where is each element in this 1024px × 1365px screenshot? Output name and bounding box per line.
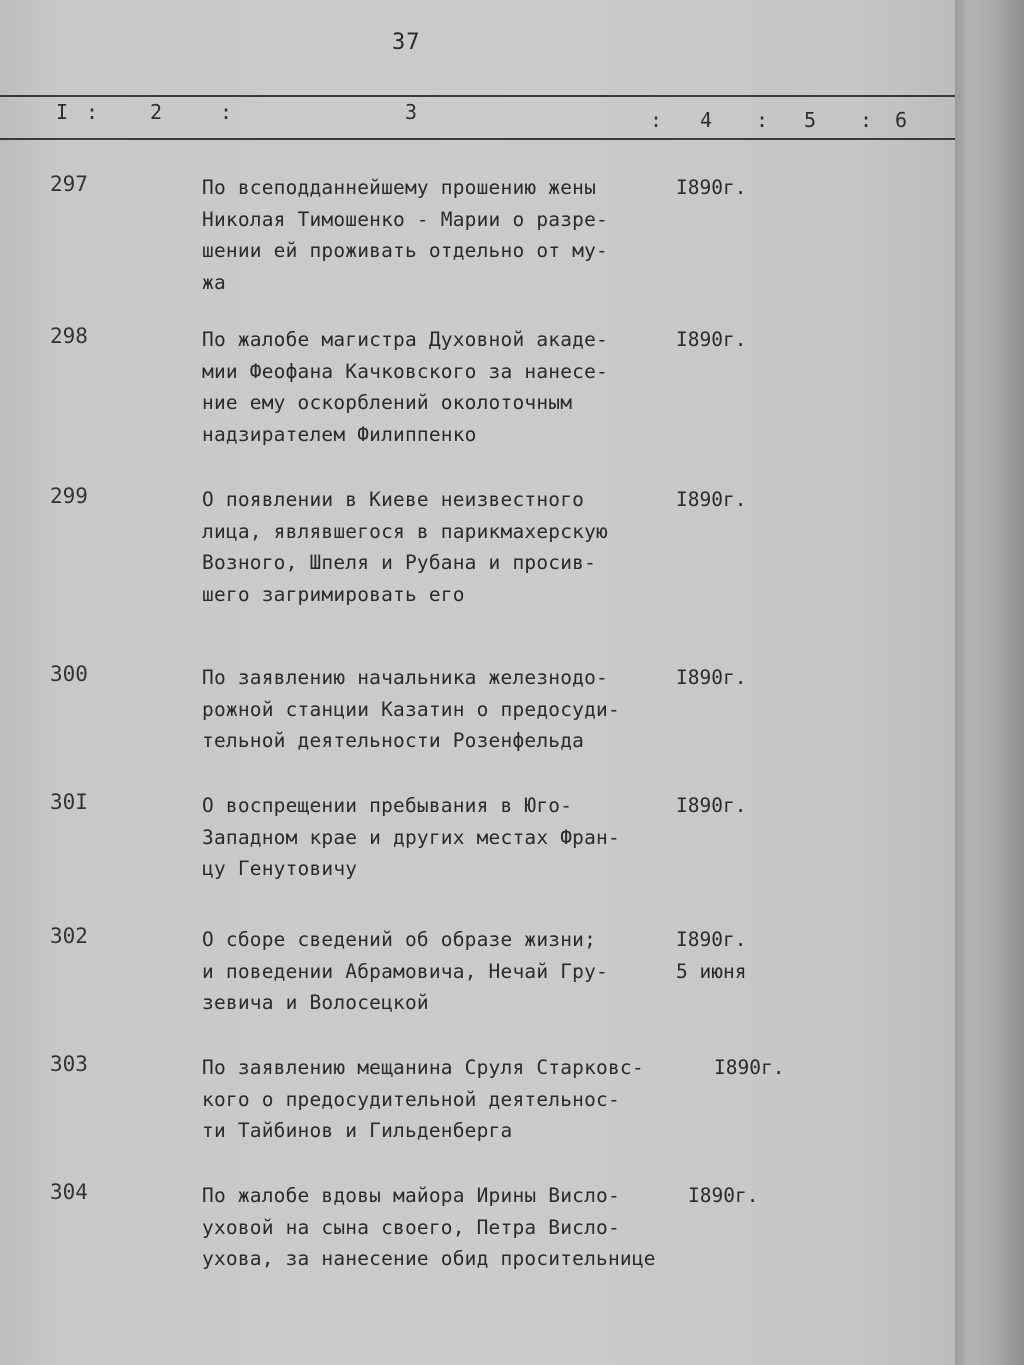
entry-title [202, 924, 682, 1019]
entry-number: 304 [50, 1180, 88, 1204]
entry-date-line: 5 июня [676, 959, 747, 983]
header-col-4: 4 [700, 108, 713, 132]
entry-date [676, 790, 746, 822]
entry-title-line: цу Генутовичу [202, 857, 358, 880]
entry-date [676, 172, 746, 204]
header-col-1: I [56, 100, 69, 124]
header-col-3: 3 [405, 100, 418, 124]
header-bottom-rule [0, 138, 960, 140]
header-col-6: 6 [895, 108, 908, 132]
entry-number: 303 [50, 1052, 88, 1076]
entry-title [202, 790, 682, 885]
entry-number: 298 [50, 324, 88, 348]
header-col-2: 2 [150, 100, 163, 124]
entry-date-line: I890г. [676, 928, 747, 951]
entry-number: 297 [50, 172, 88, 196]
entry-date [676, 662, 746, 694]
entry-title [202, 662, 682, 757]
entry-title [202, 1052, 722, 1147]
entry-date-line: I890г. [676, 176, 747, 199]
entry-date [676, 484, 746, 516]
entry-number: 302 [50, 924, 88, 948]
entry-title-line: ухова, за нанесение обид просительнице [202, 1247, 656, 1270]
entry-date-line: I890г. [714, 1056, 785, 1079]
entry-date-line: I890г. [676, 794, 747, 817]
entry-title-line: По жалобе вдовы майора Ирины Висло- [202, 1184, 620, 1207]
page-edge-shadow [955, 0, 1024, 1365]
entry-title-line: лица, являвшегося в парикмахерскую [202, 519, 608, 543]
entry-title-line: и поведении Абрамовича, Нечай Гру- [202, 959, 608, 983]
entry-number: 299 [50, 484, 88, 508]
entry-date-line: I890г. [676, 328, 747, 351]
entry-title-line: По заявлению начальника железнодо- [202, 666, 608, 689]
entry-title-line: О воспрещении пребывания в Юго- [202, 794, 573, 817]
entry-title-line: По всеподданнейшему прошению жены [202, 176, 597, 199]
entry-title-line: шего загримировать его [202, 582, 465, 606]
entry-title-line: О появлении в Киеве неизвестного [202, 488, 585, 511]
entry-title-line: По жалобе магистра Духовной акаде- [202, 328, 608, 351]
entry-title-line: уховой на сына своего, Петра Висло- [202, 1215, 620, 1239]
entry-title-line: зевича и Волосецкой [202, 991, 429, 1014]
entry-title [202, 324, 682, 450]
entry-date-line: I890г. [676, 666, 747, 689]
entry-title-line: жа [202, 270, 226, 294]
entry-title-line: Николая Тимошенко - Марии о разре- [202, 207, 608, 231]
header-top-rule [0, 95, 960, 97]
page-number: 37 [392, 30, 421, 55]
entry-date [714, 1052, 784, 1084]
entry-date-line: I890г. [688, 1184, 759, 1207]
entry-title [202, 172, 682, 298]
entry-date [688, 1180, 758, 1212]
entry-title-line: тельной деятельности Розенфельда [202, 729, 585, 752]
entry-title-line: рожной станции Казатин о предосуди- [202, 697, 620, 721]
entry-title-line: шении ей проживать отдельно от му- [202, 239, 608, 262]
entry-title-line: О сборе сведений об образе жизни; [202, 928, 597, 951]
entry-date [676, 324, 746, 356]
entry-title-line: ние ему оскорблений околоточным [202, 391, 573, 414]
header-separator: : [860, 108, 873, 132]
entry-title-line: мии Феофана Качковского за нанесе- [202, 359, 608, 383]
entry-title-line: По заявлению мещанина Сруля Старковс- [202, 1056, 644, 1079]
entry-date-line: I890г. [676, 488, 747, 511]
entry-title-line: кого о предосудительной деятельнос- [202, 1087, 620, 1111]
entry-title-line: Возного, Шпеля и Рубана и просив- [202, 551, 597, 574]
entry-date [676, 924, 746, 987]
header-separator: : [86, 100, 99, 124]
header-col-5: 5 [804, 108, 817, 132]
header-separator: : [756, 108, 769, 132]
header-separator: : [650, 108, 663, 132]
entry-title [202, 484, 682, 610]
header-separator: : [220, 100, 233, 124]
entry-number: 300 [50, 662, 88, 686]
entry-title [202, 1180, 762, 1275]
entry-number: 30I [50, 790, 88, 814]
entry-title-line: надзирателем Филиппенко [202, 422, 477, 446]
entry-title-line: Западном крае и других местах Фран- [202, 825, 620, 849]
entry-title-line: ти Тайбинов и Гильденберга [202, 1119, 513, 1142]
